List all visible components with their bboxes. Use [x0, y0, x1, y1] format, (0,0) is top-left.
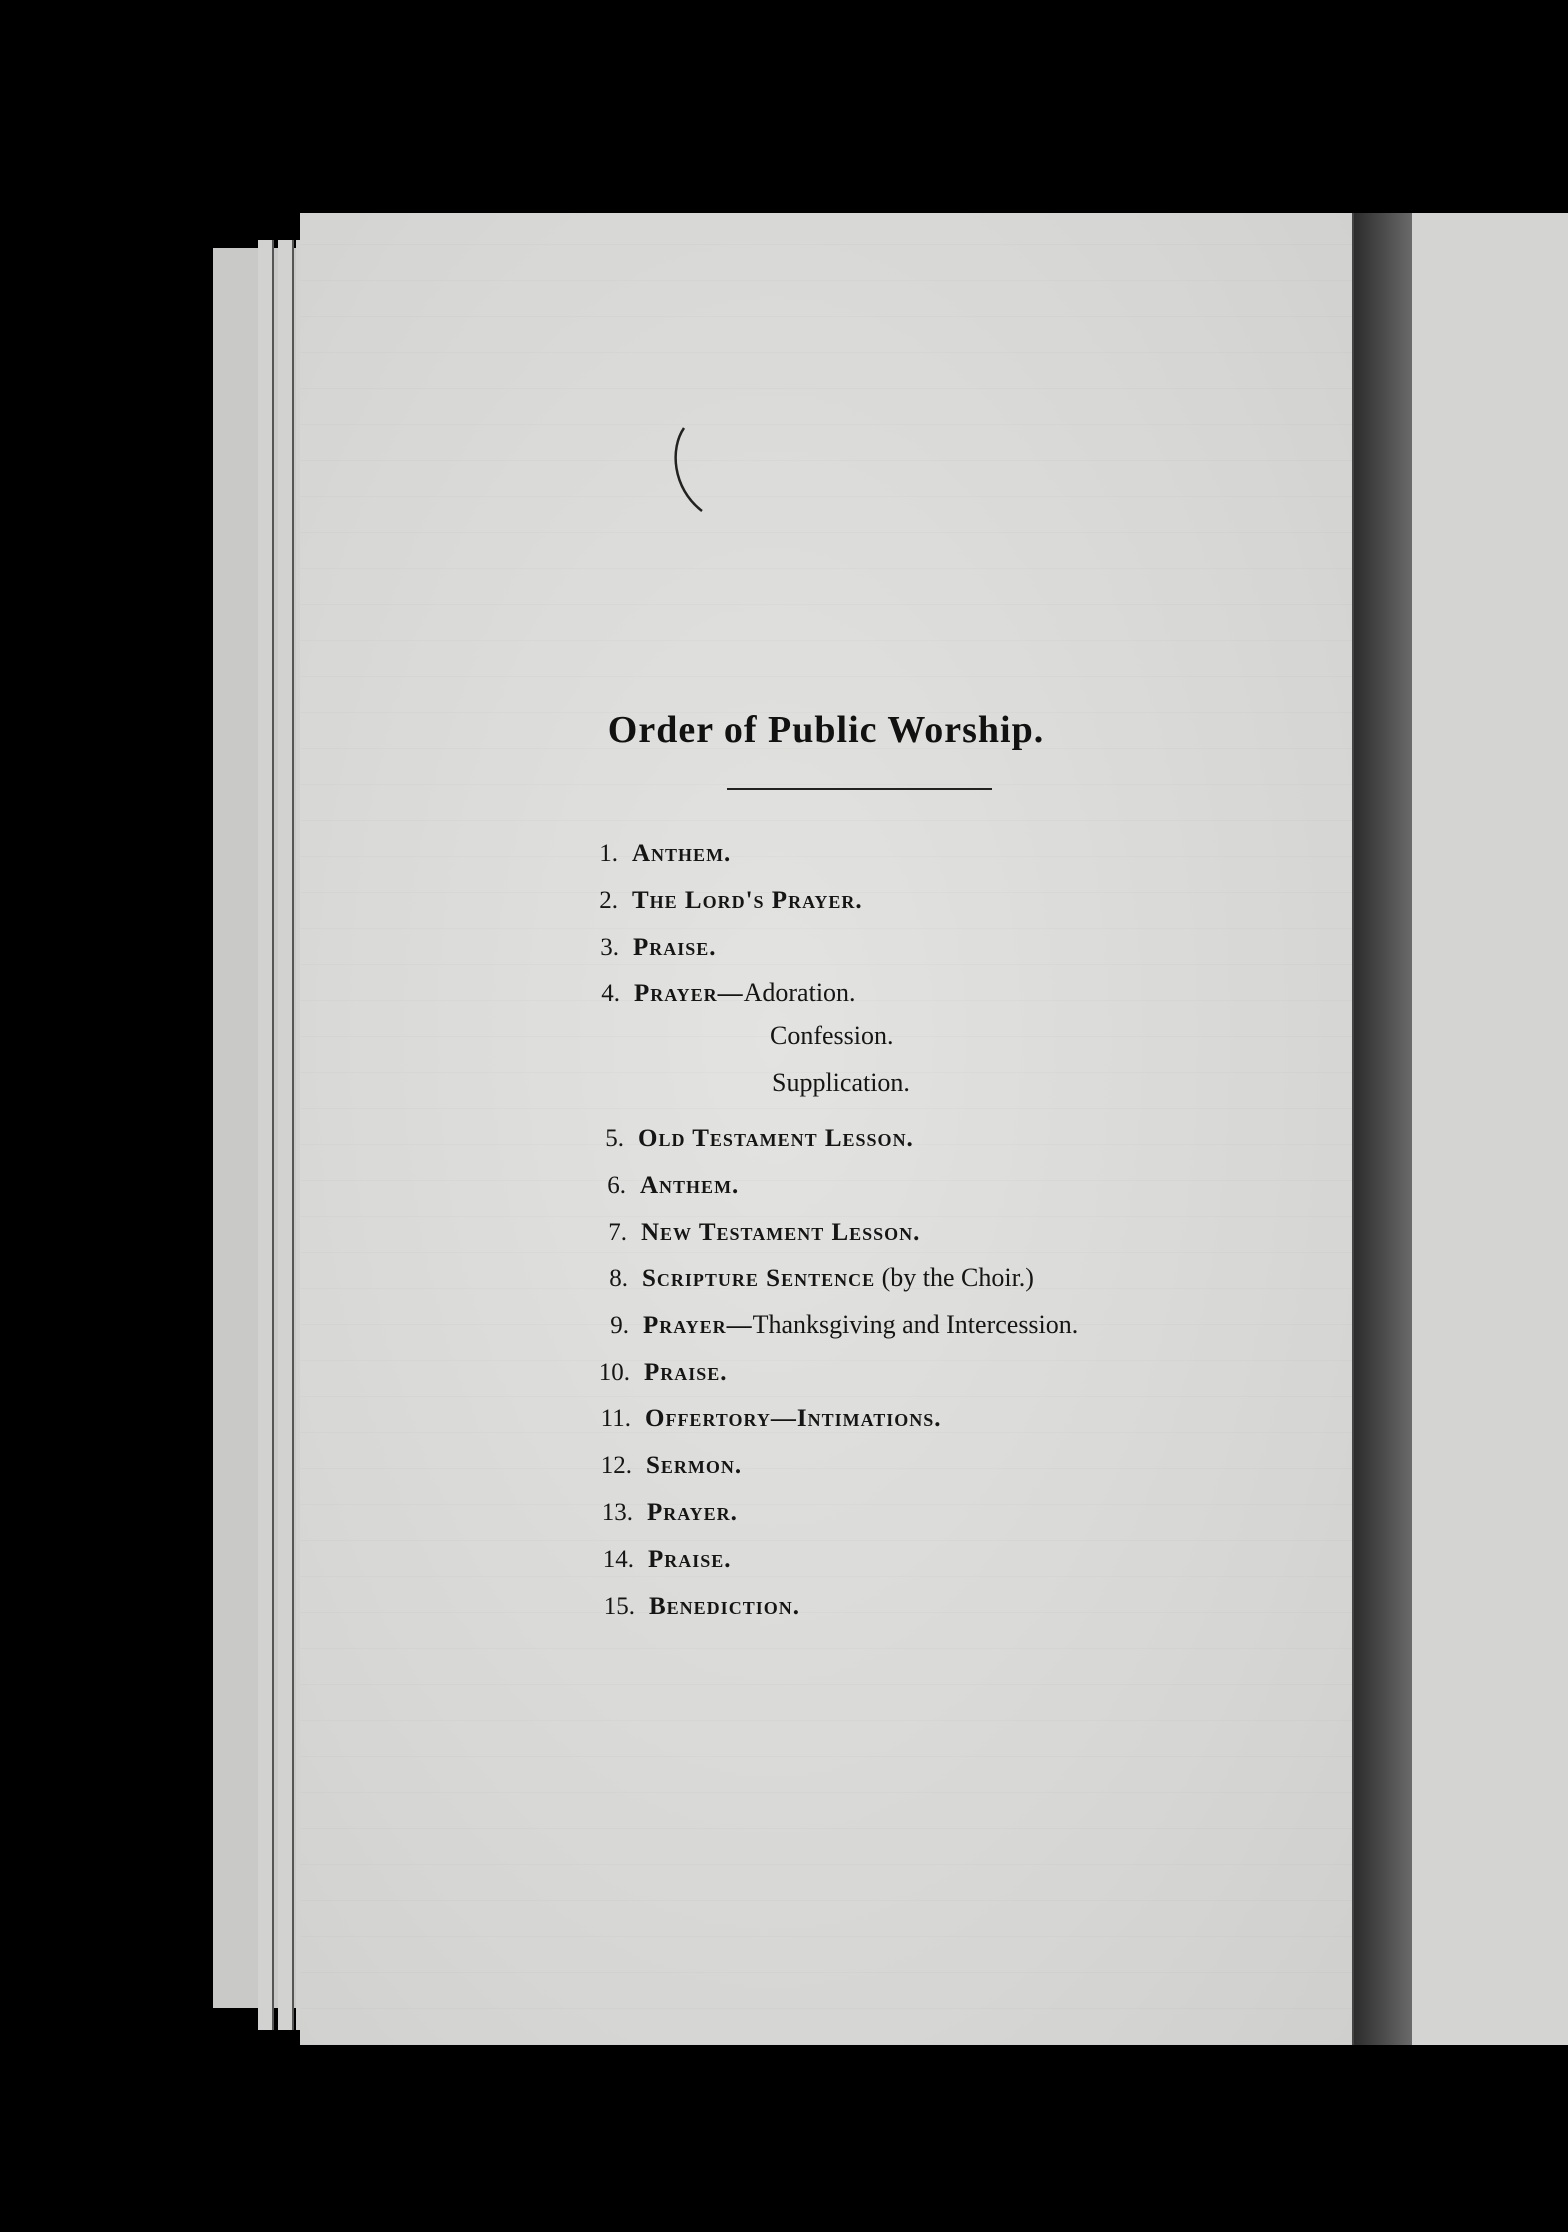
item-number: 10.: [598, 1359, 630, 1386]
item-label: Old Testament Lesson.: [638, 1125, 914, 1152]
item-number: 13.: [601, 1499, 633, 1526]
list-item: [587, 1591, 800, 1622]
item-label: Praise.: [644, 1359, 728, 1386]
item-detail: (by the Choir.): [875, 1263, 1034, 1292]
list-item: [570, 885, 863, 916]
item-label: Anthem.: [640, 1172, 740, 1199]
pencil-mark: [670, 423, 730, 518]
item-number: 8.: [609, 1265, 628, 1292]
item-label: Scripture Sentence: [642, 1265, 876, 1292]
list-item: [572, 978, 856, 1009]
list-item: [584, 1450, 742, 1481]
list-item: [581, 1310, 1078, 1341]
facing-page: [1400, 213, 1568, 2045]
item-label: Prayer.: [647, 1499, 738, 1526]
title-rule: [727, 788, 992, 790]
item-number: 5.: [605, 1125, 624, 1152]
gutter-shadow: [1352, 213, 1412, 2045]
list-item: [579, 1217, 920, 1248]
prayer-subitem: Confession.: [770, 1021, 894, 1050]
document-page: [300, 213, 1352, 2045]
page-title: Order of Public Worship.: [607, 709, 1045, 751]
item-detail: Adoration.: [743, 978, 856, 1007]
item-number: 14.: [602, 1546, 634, 1573]
item-number: 1.: [599, 840, 618, 867]
item-label: Prayer—: [634, 980, 744, 1007]
list-item: [571, 932, 717, 963]
item-number: 2.: [599, 887, 618, 914]
item-label: Offertory—Intimations.: [645, 1405, 942, 1432]
item-label: The Lord's Prayer.: [632, 887, 863, 914]
list-item: [576, 1123, 914, 1154]
item-number: 6.: [607, 1172, 626, 1199]
list-item: [582, 1357, 728, 1388]
item-label: Prayer—: [643, 1312, 753, 1339]
item-number: 7.: [608, 1219, 627, 1246]
item-number: 11.: [600, 1405, 631, 1432]
list-item: [580, 1263, 1034, 1294]
item-detail: Thanksgiving and Intercession.: [752, 1310, 1079, 1339]
page-edge: [278, 240, 294, 2030]
item-number: 9.: [610, 1312, 629, 1339]
item-number: 4.: [601, 980, 620, 1007]
item-number: 12.: [600, 1452, 632, 1479]
list-item: [583, 1403, 942, 1434]
page-edge: [258, 240, 274, 2030]
item-label: Sermon.: [646, 1452, 743, 1479]
item-number: 15.: [603, 1593, 635, 1620]
item-label: Anthem.: [632, 840, 732, 867]
list-item: [570, 838, 731, 869]
list-item: [586, 1544, 732, 1575]
item-number: 3.: [600, 934, 619, 961]
item-label: Praise.: [633, 934, 717, 961]
item-label: Benediction.: [649, 1593, 800, 1620]
list-item: [585, 1497, 738, 1528]
item-label: New Testament Lesson.: [641, 1219, 921, 1246]
item-label: Praise.: [648, 1546, 732, 1573]
list-item: [578, 1170, 739, 1201]
prayer-subitem: Supplication.: [772, 1068, 910, 1097]
